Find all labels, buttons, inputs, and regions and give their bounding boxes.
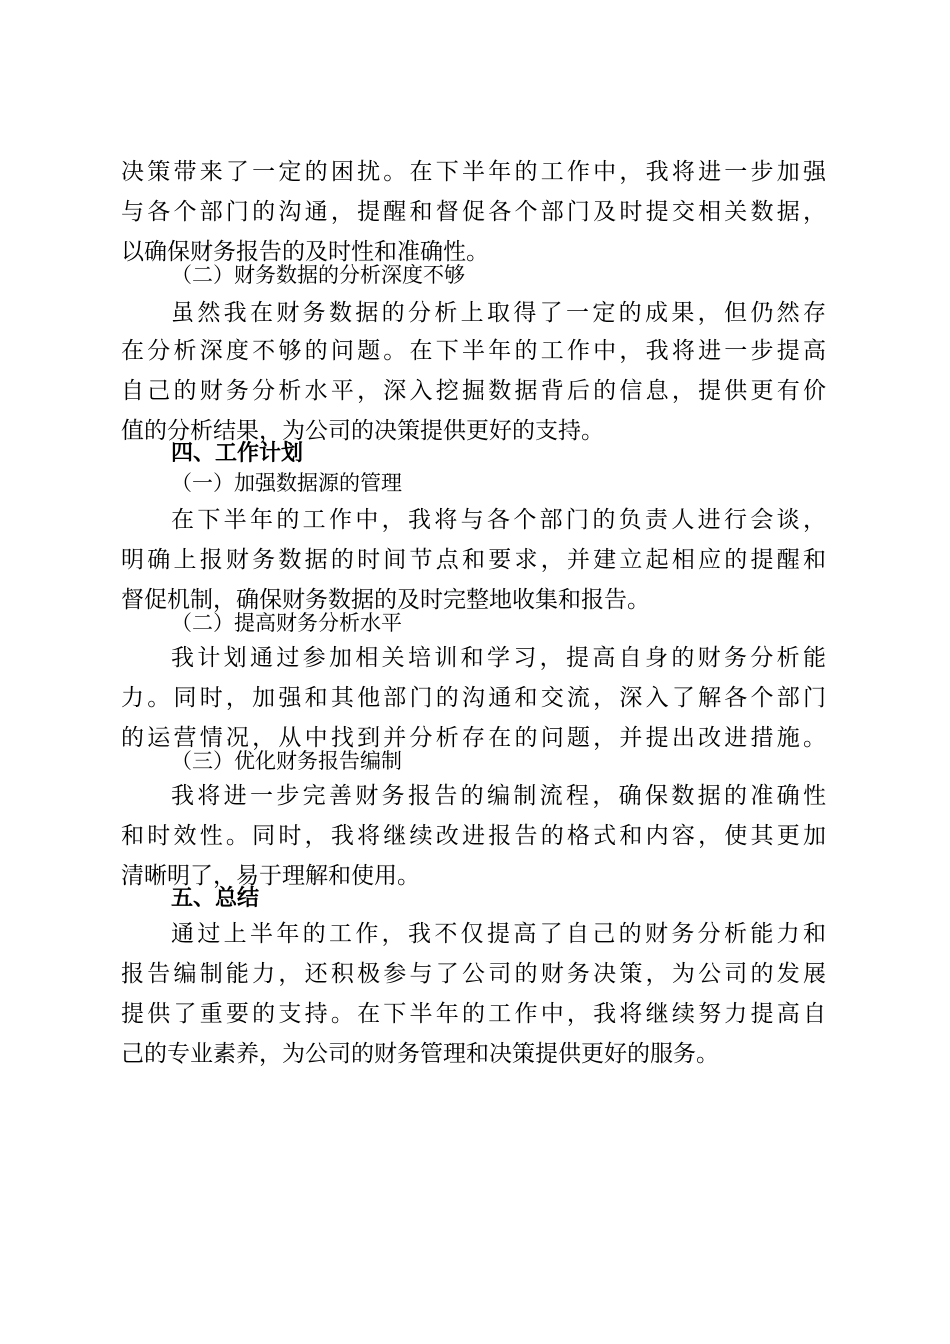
paragraph-line: 我将进一步完善财务报告的编制流程，确保数据的准确性: [171, 783, 826, 809]
paragraph-line: 在分析深度不够的问题。在下半年的工作中，我将进一步提高: [121, 338, 826, 364]
paragraph-line: 的运营情况，从中找到并分析存在的问题，并提出改进措施。: [121, 725, 826, 751]
paragraph-line: 通过上半年的工作，我不仅提高了自己的财务分析能力和: [171, 921, 826, 947]
paragraph-line: 明确上报财务数据的时间节点和要求，并建立起相应的提醒和: [121, 547, 826, 573]
paragraph-line: 值的分析结果，为公司的决策提供更好的支持。: [121, 418, 604, 444]
section-heading: 五、总结: [171, 886, 260, 911]
paragraph-line: 督促机制，确保财务数据的及时完整地收集和报告。: [121, 587, 650, 613]
paragraph-line: 报告编制能力，还积极参与了公司的财务决策，为公司的发展: [121, 961, 826, 987]
subsection-heading: （二）财务数据的分析深度不够: [171, 263, 465, 287]
paragraph-line: 与各个部门的沟通，提醒和督促各个部门及时提交相关数据，: [121, 199, 826, 225]
paragraph-line: 力。同时，加强和其他部门的沟通和交流，深入了解各个部门: [121, 685, 826, 711]
subsection-heading: （三）优化财务报告编制: [171, 749, 402, 773]
paragraph-line: 提供了重要的支持。在下半年的工作中，我将继续努力提高自: [121, 1001, 826, 1027]
paragraph-line: 己的专业素养，为公司的财务管理和决策提供更好的服务。: [121, 1041, 719, 1067]
paragraph-line: 清晰明了，易于理解和使用。: [121, 863, 420, 889]
section-heading: 四、工作计划: [171, 441, 304, 466]
paragraph-line: 和时效性。同时，我将继续改进报告的格式和内容，使其更加: [121, 823, 826, 849]
paragraph-line: 以确保财务报告的及时性和准确性。: [121, 239, 489, 265]
paragraph-line: 我计划通过参加相关培训和学习，提高自身的财务分析能: [171, 645, 826, 671]
paragraph-line: 在下半年的工作中，我将与各个部门的负责人进行会谈，: [171, 507, 826, 533]
paragraph-line: 虽然我在财务数据的分析上取得了一定的成果，但仍然存: [171, 300, 826, 326]
paragraph-line: 决策带来了一定的困扰。在下半年的工作中，我将进一步加强: [121, 159, 826, 185]
subsection-heading: （二）提高财务分析水平: [171, 611, 402, 635]
subsection-heading: （一）加强数据源的管理: [171, 471, 402, 495]
paragraph-line: 自己的财务分析水平，深入挖掘数据背后的信息，提供更有价: [121, 378, 826, 404]
